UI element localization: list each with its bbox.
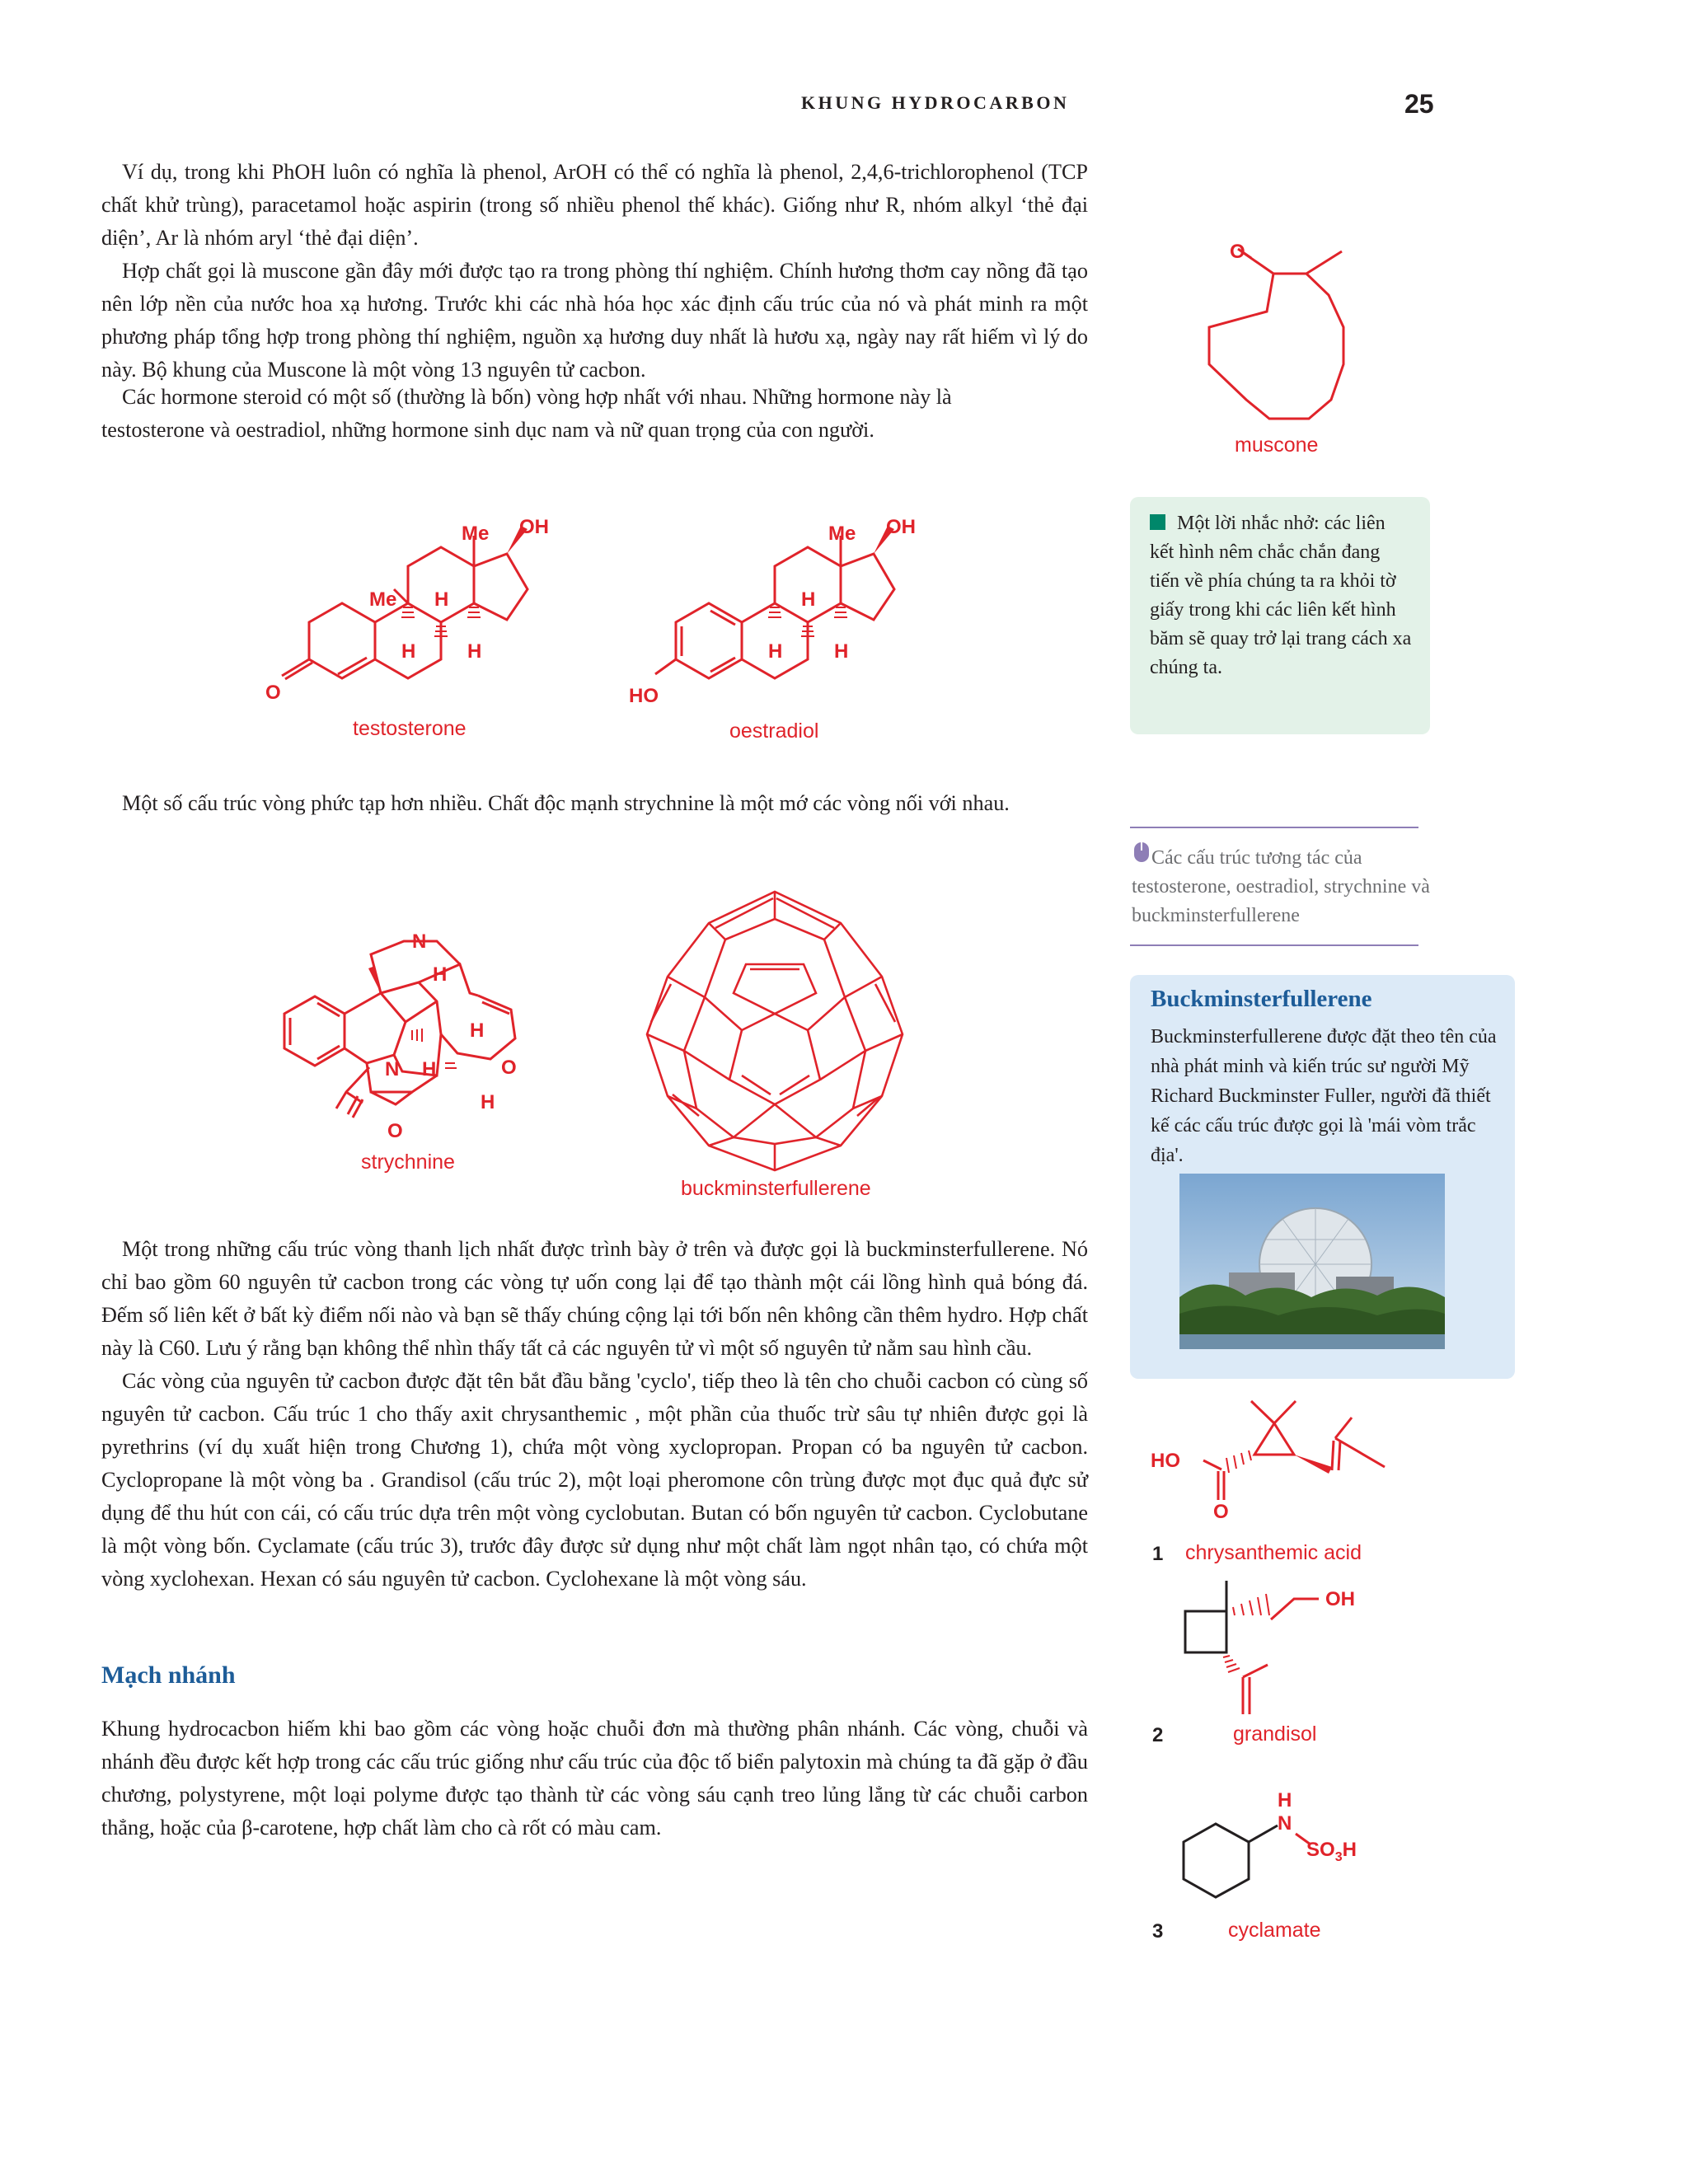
strychnine-sentence: Một số cấu trúc vòng phức tạp hơn nhiều. Chất độc mạnh strychnine là một mớ các vòng nối với nhau. bbox=[122, 791, 1010, 815]
strychnine-benzene-ring bbox=[284, 996, 345, 1066]
strychnine-oxygen-carbonyl: O bbox=[387, 1120, 403, 1142]
testosterone-label: testosterone bbox=[353, 717, 467, 740]
oestradiol-methyl: Me bbox=[828, 523, 856, 545]
mouse-icon bbox=[1132, 839, 1151, 864]
testosterone-h-2: H bbox=[401, 640, 416, 663]
testosterone-h-3: H bbox=[467, 640, 482, 663]
muscone-oxygen: O bbox=[1230, 241, 1245, 263]
cyclohexane-ring bbox=[1184, 1824, 1249, 1897]
structure-number-3: 3 bbox=[1152, 1920, 1164, 1943]
branching-text bbox=[101, 1713, 1088, 1844]
testosterone-oxygen: O bbox=[265, 682, 281, 704]
bottom-rule bbox=[1130, 944, 1418, 946]
strychnine-nitrogen-bottom: N bbox=[385, 1058, 400, 1080]
margin-note-text: Một lời nhắc nhở: các liên kết hình nêm chắc chắn đang tiến về phía chúng ta ra khỏi tờ giấy trong khi các liên kết hình băm sẽ quay trở lại trang cách xa chúng ta. bbox=[1150, 513, 1412, 678]
buckminsterfullerene-structure bbox=[618, 882, 931, 1203]
chrysanthemic-hash-bond bbox=[1226, 1451, 1251, 1473]
cyclamate-subscript: 3 bbox=[1334, 1850, 1343, 1864]
cyclo-paragraph: Các vòng của nguyên tử cacbon được đặt tên bắt đầu bằng 'cyclo', tiếp theo là tên cho chuỗi cacbon có cùng số nguyên tử cacbon. Cấu trúc 1 cho thấy axit chrysanthemic , một phần của thuốc trừ sâu tự nhiên được gọi là pyrethrins (ví dụ xuất hiện trong Chương 1), chứa một vòng xyclopropan. Propan có ba nguyên tử cacbon. Cyclopropane là một vòng ba . Grandisol (cấu trúc 2), một loại pheromone côn trùng được mọt đục quả đực sử dụng để thu hút con cái, có cấu trúc dựa trên một vòng cyclobutan. Butan có bốn nguyên tử cacbon. Cyclobutane là một vòng bốn. Cyclamate (cấu trúc 3), trước đây được sử dụng như một chất làm ngọt nhân tạo, có chứa một vòng xyclohexan. Hexan có sáu nguyên tử cacbon. Cyclohexane là một vòng sáu. bbox=[101, 1369, 1088, 1591]
chrysanthemic-oxygen: O bbox=[1213, 1501, 1229, 1523]
muscone-structure bbox=[1179, 231, 1393, 462]
buckminster-text bbox=[101, 1233, 1088, 1596]
muscone-methyl-bond bbox=[1306, 251, 1342, 274]
intro-paragraph-2: Hợp chất gọi là muscone gần đây mới được tạo ra trong phòng thí nghiệm. Chính hương thơm cay nồng đã tạo nên lớp nền của nước hoa xạ hương. Trước khi các nhà hóa học xác định cấu trúc của nó và phát minh ra một phương pháp tổng hợp trong phòng thí nghiệm, nguồn xạ hương duy nhất là hươu xạ, ngày nay rất hiếm vì lý do này. Bộ khung của Muscone là một vòng 13 nguyên tử cacbon. bbox=[101, 259, 1088, 382]
fullerene-cage bbox=[643, 892, 907, 1170]
svg-text:SO3H bbox=[1306, 1839, 1357, 1864]
strychnine-h-bottom: H bbox=[481, 1091, 495, 1113]
strychnine-h-right: H bbox=[470, 1019, 485, 1042]
testosterone-h-1: H bbox=[434, 588, 449, 611]
info-box-title: Buckminsterfullerene bbox=[1151, 986, 1372, 1012]
running-head: KHUNG HYDROCARBON bbox=[801, 92, 1070, 113]
geodesic-dome-photo bbox=[1179, 1174, 1445, 1349]
testosterone-methyl-b: Me bbox=[462, 523, 490, 545]
chrysanthemic-acid-structure bbox=[1146, 1385, 1409, 1558]
intro-paragraph-3-line-2: testosterone và oestradiol, những hormone sinh dục nam và nữ quan trọng của con người. bbox=[101, 418, 874, 442]
section-heading: Mạch nhánh bbox=[101, 1661, 236, 1689]
interactive-note-text: Các cấu trúc tương tác của testosterone, oestradiol, strychnine và buckminsterfullerene bbox=[1132, 847, 1430, 926]
grandisol-label: grandisol bbox=[1233, 1722, 1317, 1746]
cyclamate-so: SO bbox=[1306, 1839, 1335, 1861]
oestradiol-label: oestradiol bbox=[729, 719, 819, 743]
square-bullet-icon bbox=[1150, 514, 1165, 530]
strychnine-structure bbox=[272, 923, 552, 1187]
strychnine-h-middle: H bbox=[422, 1058, 437, 1080]
oestradiol-hydroxyl: OH bbox=[886, 516, 916, 538]
intro-paragraph-3-line-1: Các hormone steroid có một số (thường là bốn) vòng hợp nhất với nhau. Những hormone này là bbox=[122, 385, 952, 409]
cyclopropane-ring bbox=[1254, 1423, 1294, 1455]
strychnine-label: strychnine bbox=[361, 1151, 455, 1174]
cyclamate-nitrogen: N bbox=[1278, 1812, 1292, 1835]
grandisol-hash-bond-1 bbox=[1233, 1594, 1269, 1615]
chrysanthemic-label: chrysanthemic acid bbox=[1185, 1541, 1362, 1564]
cyclamate-structure bbox=[1170, 1788, 1385, 1920]
strychnine-nitrogen-top: N bbox=[412, 930, 427, 953]
strychnine-oxygen-ring: O bbox=[501, 1057, 517, 1079]
strychnine-wedge bbox=[368, 966, 381, 993]
chrysanthemic-wedge bbox=[1294, 1455, 1332, 1474]
steroid-structures bbox=[264, 511, 940, 750]
cyclamate-h-end: H bbox=[1342, 1839, 1357, 1861]
grandisol-structure bbox=[1179, 1574, 1393, 1722]
oestradiol-h-2: H bbox=[768, 640, 783, 663]
cyclamate-label: cyclamate bbox=[1228, 1919, 1321, 1942]
cyclamate-h: H bbox=[1278, 1789, 1292, 1811]
info-box-text: Buckminsterfullerene được đặt theo tên của nhà phát minh và kiến trúc sư người Mỹ Richard Buckminster Fuller, người đã thiết kế các cấu trúc được gọi là 'mái vòm trắc địa'. bbox=[1151, 1026, 1497, 1166]
buckminsterfullerene-label: buckminsterfullerene bbox=[681, 1177, 871, 1200]
grandisol-hash-bond-2 bbox=[1223, 1656, 1240, 1672]
intro-paragraph-1: Ví dụ, trong khi PhOH luôn có nghĩa là phenol, ArOH có thể có nghĩa là phenol, 2,4,6-trichlorophenol (TCP chất khử trùng), paracetamol hoặc aspirin (trong số nhiều phenol thế khác). Giống như R, nhóm alkyl ‘thẻ đại diện’, Ar là nhóm aryl ‘thẻ đại diện’. bbox=[101, 160, 1088, 250]
top-rule bbox=[1130, 827, 1418, 828]
margin-note bbox=[1150, 509, 1414, 682]
oestradiol-hydroxyl-phenol: HO bbox=[629, 685, 659, 707]
page-number: 25 bbox=[1404, 89, 1434, 119]
strychnine-h-top: H bbox=[433, 963, 448, 986]
interactive-structures-note bbox=[1132, 844, 1461, 930]
structure-number-2: 2 bbox=[1152, 1724, 1164, 1746]
muscone-label: muscone bbox=[1235, 434, 1319, 457]
oestradiol-h-1: H bbox=[801, 588, 816, 611]
structure-number-1: 1 bbox=[1152, 1543, 1164, 1565]
muscone-ring bbox=[1209, 251, 1343, 419]
intro-text bbox=[101, 156, 1088, 387]
testosterone-methyl-a: Me bbox=[369, 588, 397, 611]
testosterone-hydroxyl: OH bbox=[519, 516, 549, 538]
cyclobutane-ring bbox=[1185, 1611, 1226, 1652]
oestradiol-h-3: H bbox=[834, 640, 849, 663]
grandisol-hydroxyl: OH bbox=[1325, 1588, 1355, 1610]
buckminster-paragraph: Một trong những cấu trúc vòng thanh lịch nhất được trình bày ở trên và được gọi là buckminsterfullerene. Nó chỉ bao gồm 60 nguyên tử cacbon trong các vòng tự uốn cong lại để tạo thành một cái lồng hình quả bóng đá. Đếm số liên kết ở bất kỳ điểm nối nào và bạn sẽ thấy chúng cộng lại tới bốn nên không cần thêm hydro. Hợp chất này là C60. Lưu ý rằng bạn không thể nhìn thấy tất cả các nguyên tử vì một số nguyên tử nằm sau hình cầu. bbox=[101, 1237, 1088, 1360]
branching-paragraph: Khung hydrocacbon hiếm khi bao gồm các vòng hoặc chuỗi đơn mà thường phân nhánh. Các vòng, chuỗi và nhánh đều được kết hợp trong các cấu trúc giống như cấu trúc của độc tố biển palytoxin mà chúng ta đã gặp ở đầu chương, polystyrene, một loại polyme được tạo thành từ các vòng sáu cạnh treo lủng lẳng từ các chuỗi carbon thẳng, hoặc của β-carotene, hợp chất làm cho cà rốt có màu cam. bbox=[101, 1717, 1088, 1840]
chrysanthemic-hydroxyl: HO bbox=[1151, 1450, 1180, 1472]
